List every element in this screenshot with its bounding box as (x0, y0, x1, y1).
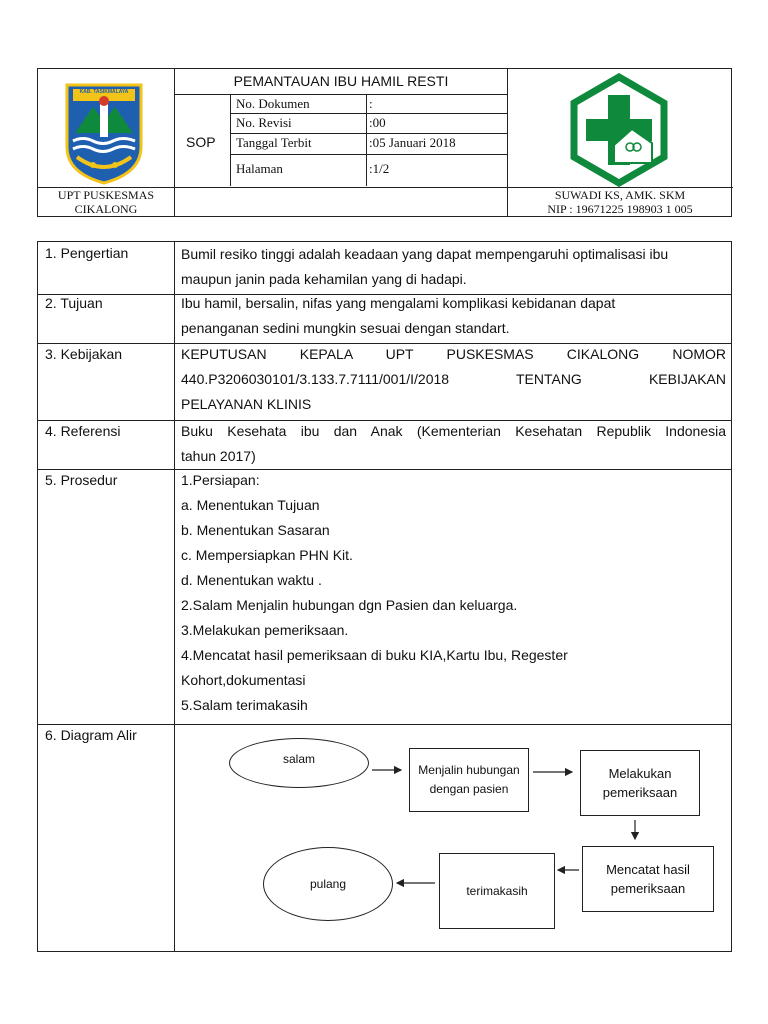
header-rule (230, 113, 508, 114)
section-text-pengertian (181, 242, 726, 292)
sop-label: SOP (186, 134, 216, 150)
text-line: KEPUTUSAN KEPALA UPT PUSKESMAS CIKALONG NOMOR (181, 346, 726, 362)
procedure-step: c. Mempersiapkan PHN Kit. (181, 547, 353, 563)
text-line: 440.P3206030101/3.133.7.7111/001/I/2018 TENTANG KEBIJAKAN (181, 371, 726, 387)
node-menjalin: Menjalin hubungan dengan pasien (409, 748, 529, 812)
section-label-prosedur: 5. Prosedur (45, 472, 118, 488)
header-rule (174, 94, 508, 95)
header-divider (366, 94, 367, 186)
header-divider (174, 69, 175, 216)
text-line: maupun janin pada kehamilan yang di hadapi. (181, 271, 467, 287)
section-text-referensi (181, 419, 726, 469)
revision-value: :00 (369, 115, 386, 130)
table-row-divider (38, 724, 731, 725)
issue-date-value: :05 Januari 2018 (369, 135, 456, 150)
node-mencatat: Mencatat hasil pemeriksaan (582, 846, 714, 912)
section-label-diagram: 6. Diagram Alir (45, 727, 137, 743)
sop-content-table (37, 241, 732, 952)
procedure-step: Kohort,dokumentasi (181, 672, 306, 688)
text-line: Buku Kesehata ibu dan Anak (Kementerian Kesehatan Republik Indonesia (181, 423, 726, 439)
procedure-step: d. Menentukan waktu . (181, 572, 322, 588)
text-line: Bumil resiko tinggi adalah keadaan yang dapat mempengaruhi optimalisasi ibu (181, 246, 669, 262)
doc-number-value: : (369, 96, 373, 111)
procedure-step: 2.Salam Menjalin hubungan dgn Pasien dan keluarga. (181, 597, 518, 613)
node-pulang: pulang (263, 847, 393, 921)
section-label-kebijakan: 3. Kebijakan (45, 346, 123, 362)
puskesmas-logo (568, 73, 670, 187)
procedure-step: 3.Melakukan pemeriksaan. (181, 622, 349, 638)
doc-number-label: No. Dokumen (236, 96, 310, 111)
section-label-pengertian: 1. Pengertian (45, 245, 129, 261)
header-rule (230, 154, 508, 155)
procedure-step: 5.Salam terimakasih (181, 697, 308, 713)
procedure-step: b. Menentukan Sasaran (181, 522, 330, 538)
kabupaten-tasikmalaya-logo (63, 81, 145, 185)
org-name (38, 188, 174, 216)
text-line: tahun 2017) (181, 448, 256, 464)
page-value: :1/2 (369, 161, 390, 176)
org-line-1: UPT PUSKESMAS (57, 188, 155, 202)
text-line: Ibu hamil, bersalin, nifas yang mengalami komplikasi kebidanan dapat (181, 295, 616, 311)
header-divider (230, 94, 231, 186)
node-melakukan: Melakukan pemeriksaan (580, 750, 700, 816)
procedure-step: 4.Mencatat hasil pemeriksaan di buku KIA,Kartu Ibu, Regester (181, 647, 568, 663)
org-line-2: CIKALONG (74, 202, 138, 216)
procedure-step: a. Menentukan Tujuan (181, 497, 320, 513)
signer-nip: NIP : 19671225 198903 1 005 (547, 202, 693, 216)
text-line: PELAYANAN KLINIS (181, 396, 312, 412)
section-label-referensi: 4. Referensi (45, 423, 121, 439)
header-rule (230, 133, 508, 134)
revision-label: No. Revisi (236, 115, 292, 130)
sop-header (37, 68, 732, 217)
signer-name: SUWADI KS, AMK. SKM (554, 188, 686, 202)
signer-block (507, 188, 733, 216)
node-salam: salam (229, 738, 369, 788)
procedure-step: 1.Persiapan: (181, 472, 260, 488)
section-text-prosedur (181, 468, 726, 718)
text-line: penanganan sedini mungkin sesuai dengan standart. (181, 320, 510, 336)
section-label-tujuan: 2. Tujuan (45, 295, 103, 311)
sop-title: PEMANTAUAN IBU HAMIL RESTI (233, 73, 449, 89)
node-terimakasih: terimakasih (439, 853, 555, 929)
section-text-tujuan (181, 291, 726, 341)
issue-date-label: Tanggal Terbit (236, 135, 312, 150)
section-text-kebijakan (181, 342, 726, 417)
left-logo-text: KAB. TASIKMALAYA (79, 89, 129, 95)
flowchart (175, 728, 732, 953)
page-label: Halaman (236, 161, 283, 176)
